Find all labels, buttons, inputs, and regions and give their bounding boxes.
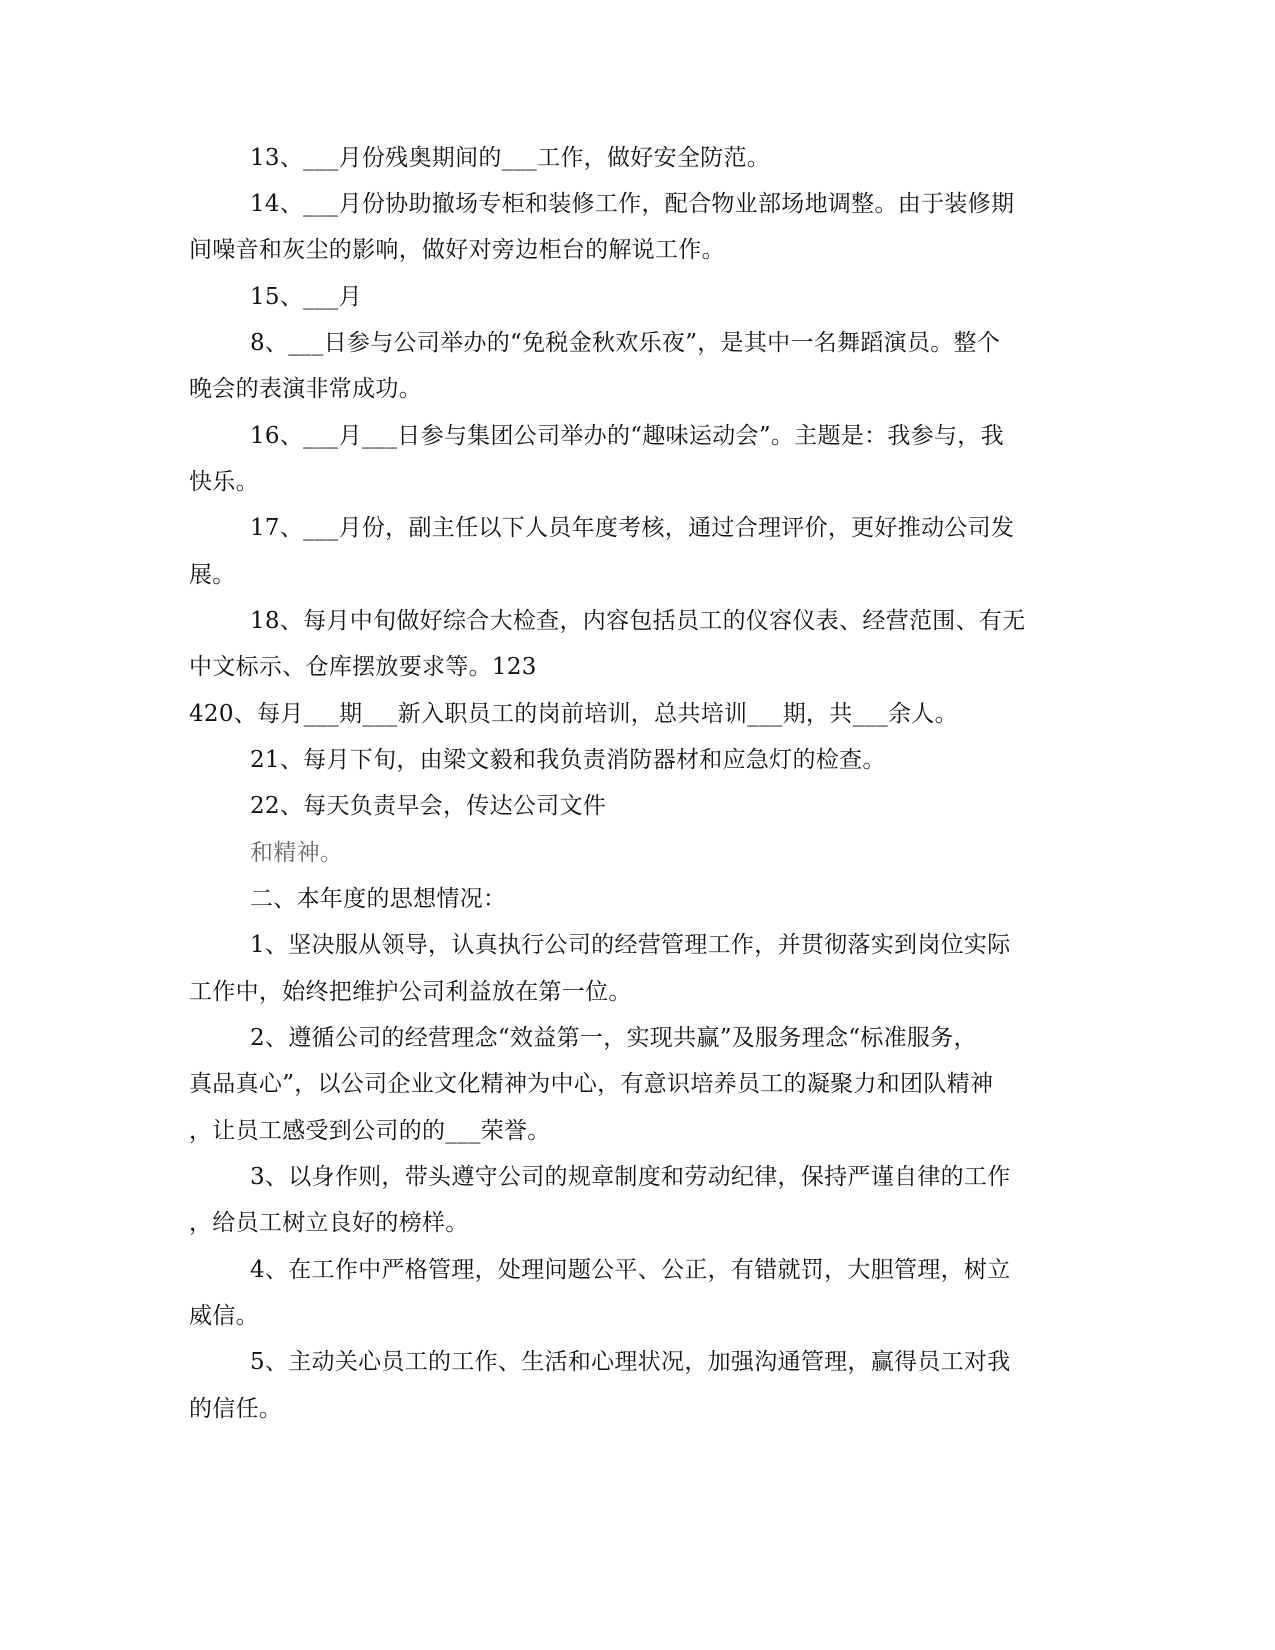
text-line: 5、主动关心员工的工作、生活和心理状况，加强沟通管理，赢得员工对我	[250, 1349, 1011, 1375]
text-line: 威信。	[189, 1303, 259, 1329]
text-line: 2、遵循公司的经营理念“效益第一，实现共赢”及服务理念“标准服务，	[250, 1025, 977, 1051]
text-line: 22、每天负责早会，传达公司文件	[250, 793, 607, 819]
section-heading: 二、本年度的思想情况：	[250, 886, 507, 912]
text-line: 16、___月___日参与集团公司举办的“趣味运动会”。主题是：我参与，我	[250, 423, 1004, 449]
text-line: 工作中，始终把维护公司利益放在第一位。	[189, 979, 632, 1005]
text-line: 4、在工作中严格管理，处理问题公平、公正，有错就罚，大胆管理，树立	[250, 1257, 1011, 1283]
text-line: 21、每月下旬，由梁文毅和我负责消防器材和应急灯的检查。	[250, 747, 886, 773]
text-line: 420、每月___期___新入职员工的岗前培训，总共培训___期，共___余人。	[189, 701, 958, 727]
text-line: ，给员工树立良好的榜样。	[189, 1210, 469, 1236]
text-line: ，让员工感受到公司的的___荣誉。	[189, 1118, 551, 1144]
text-line: 13、___月份残奥期间的___工作，做好安全防范。	[250, 145, 771, 171]
text-line: 8、___日参与公司举办的“免税金秋欢乐夜”，是其中一名舞蹈演员。整个	[250, 330, 1001, 356]
text-line: 真品真心”，以公司企业文化精神为中心，有意识培养员工的凝聚力和团队精神	[189, 1071, 994, 1097]
text-line: 间噪音和灰尘的影响，做好对旁边柜台的解说工作。	[189, 237, 725, 263]
text-line: 的信任。	[189, 1396, 283, 1422]
text-line: 3、以身作则，带头遵守公司的规章制度和劳动纪律，保持严谨自律的工作	[250, 1164, 1011, 1190]
text-line: 18、每月中旬做好综合大检查，内容包括员工的仪容仪表、经营范围、有无	[250, 608, 1026, 634]
text-line: 展。	[189, 562, 236, 588]
text-line: 14、___月份协助撤场专柜和装修工作，配合物业部场地调整。由于装修期	[250, 191, 1015, 217]
text-line: 中文标示、仓库摆放要求等。123	[189, 654, 537, 680]
text-line: 快乐。	[189, 469, 259, 495]
text-line: 1、坚决服从领导，认真执行公司的经营管理工作，并贯彻落实到岗位实际	[250, 932, 1011, 958]
text-line: 晚会的表演非常成功。	[189, 376, 422, 402]
text-line: 15、___月	[250, 284, 362, 310]
text-line: 17、___月份，副主任以下人员年度考核，通过合理评价，更好推动公司发	[250, 515, 1015, 541]
text-line: 和精神。	[250, 840, 344, 866]
